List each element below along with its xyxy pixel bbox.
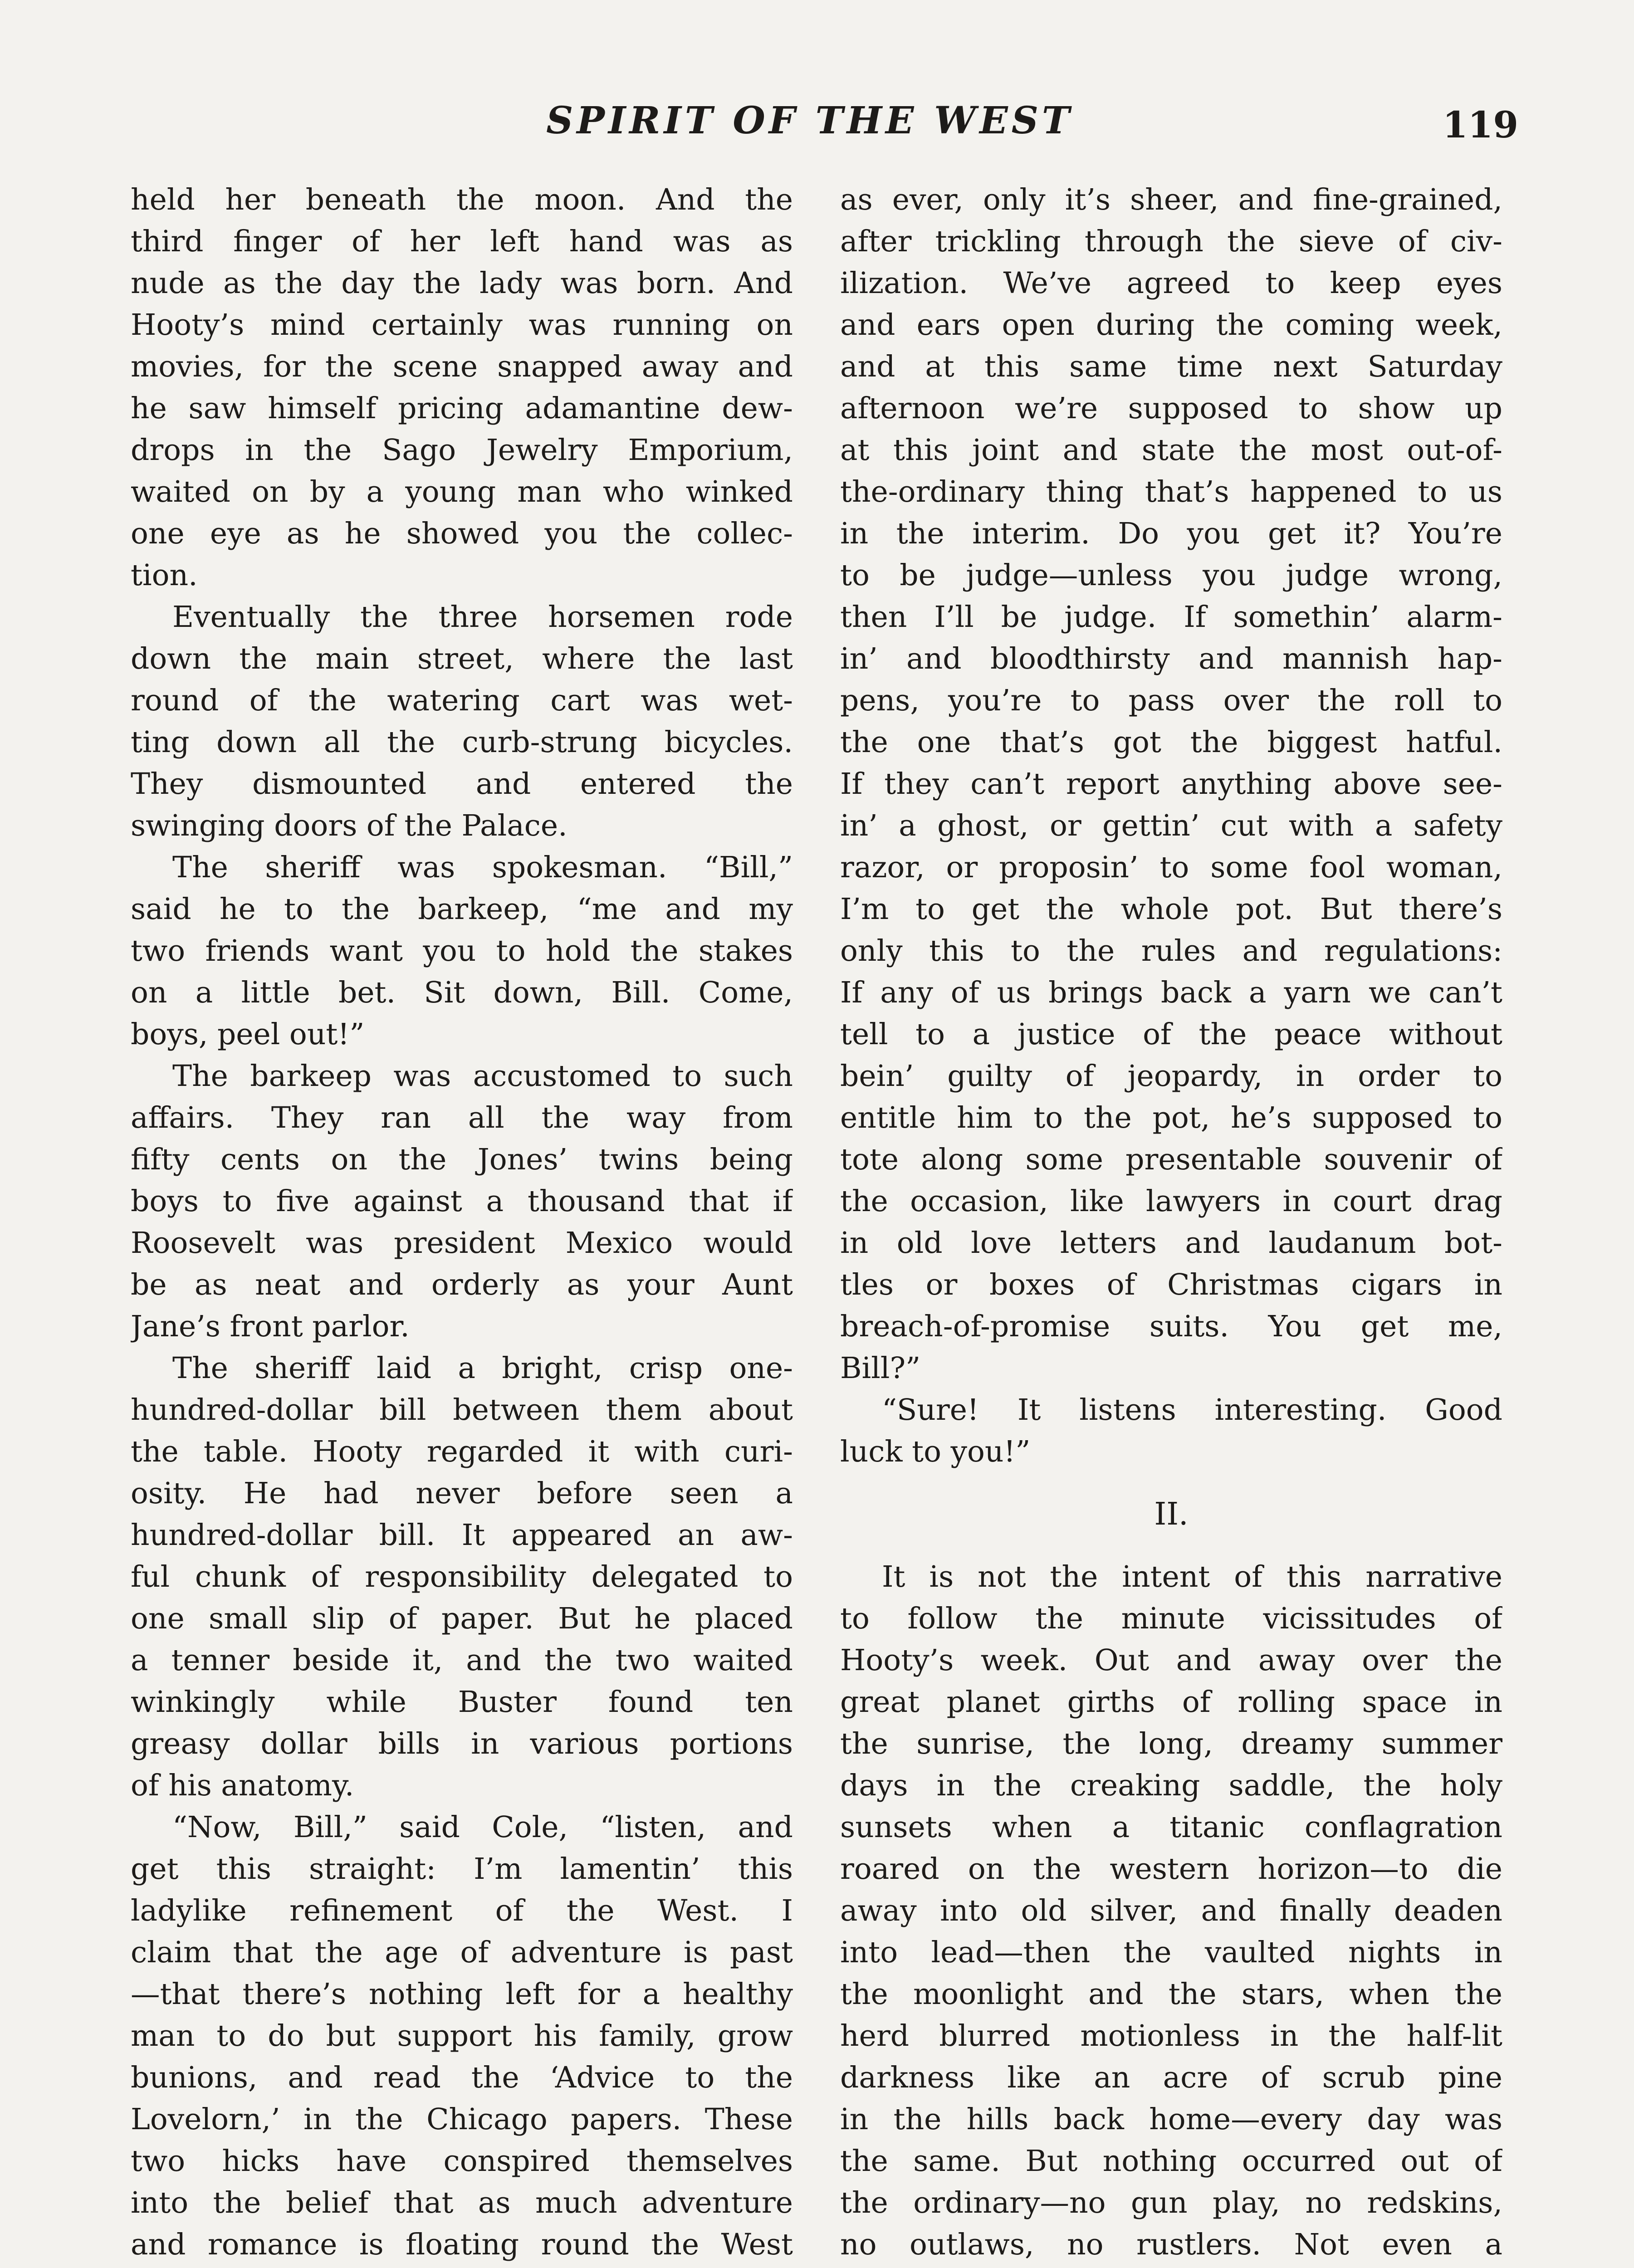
text-line: the same. But nothing occurred out of [840, 2144, 1502, 2178]
text-line: claim that the age of adventure is past [131, 1936, 793, 1970]
text-line: waited on by a young man who winked [131, 475, 793, 509]
left-column [131, 179, 793, 2266]
text-line: tote along some presentable souvenir of [840, 1143, 1502, 1177]
text-line: If they can’t report anything above see- [840, 767, 1502, 801]
text-line: The sheriff laid a bright, crisp one- [172, 1351, 793, 1385]
text-line: be as neat and orderly as your Aunt [131, 1268, 793, 1302]
text-line: the one that’s got the biggest hatful. [840, 725, 1502, 759]
text-line: luck to you!” [840, 1435, 1031, 1469]
text-line: in’ a ghost, or gettin’ cut with a safety [840, 809, 1502, 843]
text-line: bein’ guilty of jeopardy, in order to [840, 1059, 1502, 1093]
text-line: breach-of-promise suits. You get me, [840, 1310, 1502, 1344]
text-line: Bill?” [840, 1351, 921, 1385]
text-line: held her beneath the moon. And the [131, 183, 793, 217]
text-line: and at this same time next Saturday [840, 350, 1502, 384]
text-line: in the hills back home—every day was [840, 2102, 1502, 2136]
text-line: two hicks have conspired themselves [131, 2144, 793, 2178]
text-line: ful chunk of responsibility delegated to [131, 1560, 793, 1594]
text-line: round of the watering cart was wet- [131, 684, 793, 718]
text-line: osity. He had never before seen a [131, 1476, 793, 1510]
text-line: said he to the barkeep, “me and my [131, 892, 793, 926]
text-line: “Sure! It listens interesting. Good [882, 1393, 1502, 1427]
text-line: Eventually the three horsemen rode [172, 600, 793, 634]
text-line: winkingly while Buster found ten [131, 1685, 793, 1719]
text-line: as ever, only it’s sheer, and fine-grained, [840, 183, 1502, 217]
text-line: then I’ll be judge. If somethin’ alarm- [840, 600, 1502, 634]
text-line: “Now, Bill,” said Cole, “listen, and [172, 1810, 793, 1844]
text-line: get this straight: I’m lamentin’ this [131, 1852, 793, 1886]
text-line: the ordinary—no gun play, no redskins, [840, 2186, 1502, 2220]
text-line: bunions, and read the ‘Advice to the [131, 2061, 793, 2095]
text-line: two friends want you to hold the stakes [131, 934, 793, 968]
text-line: the-ordinary thing that’s happened to us [840, 475, 1502, 509]
text-line: great planet girths of rolling space in [840, 1685, 1502, 1719]
text-line: after trickling through the sieve of civ- [840, 225, 1502, 259]
text-line: If any of us brings back a yarn we can’t [840, 976, 1502, 1010]
text-line: pens, you’re to pass over the roll to [840, 684, 1502, 718]
text-line: ladylike refinement of the West. I [131, 1894, 793, 1928]
text-line: into the belief that as much adventure [131, 2186, 793, 2220]
text-line: and ears open during the coming week, [840, 308, 1502, 342]
text-line: The barkeep was accustomed to such [172, 1059, 793, 1093]
text-line: one small slip of paper. But he placed [131, 1602, 793, 1636]
running-header: SPIRIT OF THE WEST [546, 99, 1073, 142]
section-heading: II. [1154, 1496, 1189, 1532]
text-line: They dismounted and entered the [131, 767, 793, 801]
text-line: to follow the minute vicissitudes of [840, 1602, 1502, 1636]
text-line: in old love letters and laudanum bot- [840, 1226, 1502, 1260]
text-line: tell to a justice of the peace without [840, 1017, 1502, 1051]
text-line: only this to the rules and regulations: [840, 934, 1502, 968]
text-line: days in the creaking saddle, the holy [840, 1769, 1502, 1803]
text-line: one eye as he showed you the collec- [131, 517, 793, 551]
text-line: in’ and bloodthirsty and mannish hap- [840, 642, 1502, 676]
text-line: —that there’s nothing left for a healthy [131, 1977, 793, 2011]
text-line: to be judge—unless you judge wrong, [840, 558, 1502, 592]
text-line: the moonlight and the stars, when the [840, 1977, 1502, 2011]
text-line: darkness like an acre of scrub pine [840, 2061, 1502, 2095]
text-line: drops in the Sago Jewelry Emporium, [131, 433, 793, 467]
text-line: he saw himself pricing adamantine dew- [131, 391, 793, 425]
text-line: nude as the day the lady was born. And [131, 266, 793, 300]
text-line: ilization. We’ve agreed to keep eyes [840, 266, 1502, 300]
page-number: 119 [1443, 103, 1518, 146]
text-line: sunsets when a titanic conflagration [840, 1810, 1502, 1844]
text-line: Hooty’s week. Out and away over the [840, 1643, 1502, 1677]
text-line: the sunrise, the long, dreamy summer [840, 1727, 1502, 1761]
text-line: It is not the intent of this narrative [882, 1560, 1502, 1594]
text-line: boys, peel out!” [131, 1017, 365, 1051]
text-line: hundred-dollar bill. It appeared an aw- [131, 1518, 793, 1552]
text-line: fifty cents on the Jones’ twins being [131, 1143, 793, 1177]
text-line: afternoon we’re supposed to show up [840, 391, 1502, 425]
text-line: of his anatomy. [131, 1769, 354, 1803]
text-line: the occasion, like lawyers in court drag [840, 1184, 1502, 1218]
text-line: away into old silver, and finally deaden [840, 1894, 1502, 1928]
text-line: at this joint and state the most out-of- [840, 433, 1502, 467]
text-line: the table. Hooty regarded it with curi- [131, 1435, 793, 1469]
text-line: Roosevelt was president Mexico would [131, 1226, 793, 1260]
text-line: I’m to get the whole pot. But there’s [840, 892, 1502, 926]
text-line: no outlaws, no rustlers. Not even a [840, 2228, 1502, 2262]
text-line: boys to five against a thousand that if [131, 1184, 793, 1218]
text-line: a tenner beside it, and the two waited [131, 1643, 793, 1677]
text-line: hundred-dollar bill between them about [131, 1393, 793, 1427]
text-line: tles or boxes of Christmas cigars in [840, 1268, 1502, 1302]
text-line: into lead—then the vaulted nights in [840, 1936, 1502, 1970]
text-line: greasy dollar bills in various portions [131, 1727, 793, 1761]
text-line: and romance is floating round the West [131, 2228, 793, 2262]
text-line: herd blurred motionless in the half-lit [840, 2019, 1502, 2053]
text-line: Jane’s front parlor. [131, 1310, 410, 1344]
text-line: man to do but support his family, grow [131, 2019, 793, 2053]
text-line: third finger of her left hand was as [131, 225, 793, 259]
text-line: tion. [131, 558, 198, 592]
text-line: ting down all the curb-strung bicycles. [131, 725, 793, 759]
text-line: The sheriff was spokesman. “Bill,” [172, 850, 793, 885]
text-line: roared on the western horizon—to die [840, 1852, 1502, 1886]
text-line: swinging doors of the Palace. [131, 809, 567, 843]
text-line: Hooty’s mind certainly was running on [131, 308, 793, 342]
text-line: on a little bet. Sit down, Bill. Come, [131, 976, 793, 1010]
text-line: razor, or proposin’ to some fool woman, [840, 850, 1502, 885]
text-line: movies, for the scene snapped away and [131, 350, 793, 384]
text-line: Lovelorn,’ in the Chicago papers. These [131, 2102, 793, 2136]
text-line: down the main street, where the last [131, 642, 793, 676]
text-line: entitle him to the pot, he’s supposed to [840, 1101, 1502, 1135]
right-column [840, 179, 1502, 2266]
text-line: in the interim. Do you get it? You’re [840, 517, 1502, 551]
text-line: affairs. They ran all the way from [131, 1101, 793, 1135]
